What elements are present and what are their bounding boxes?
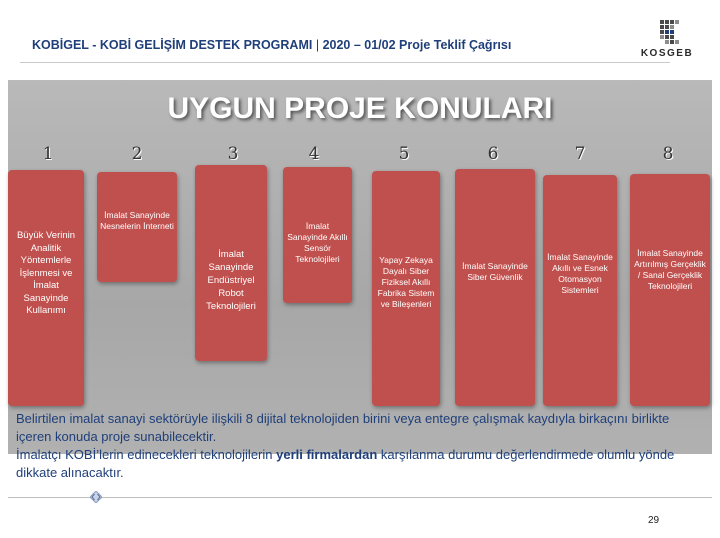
topic-number-8: 8 [662, 144, 674, 164]
topic-text-2: İmalat Sanayinde Nesnelerin İnterneti [100, 210, 174, 231]
header-divider [20, 62, 670, 63]
topic-number-7: 7 [574, 144, 586, 164]
topic-text-1: Büyük Verinin Analitik Yöntemlerle İşlenmesi ve İmalat Sanayinde Kullanımı [16, 230, 76, 316]
topic-card-3 [195, 165, 267, 361]
topic-card-8 [630, 174, 710, 406]
kosgeb-logo [636, 18, 698, 64]
topic-card-1 [8, 170, 84, 406]
description [16, 410, 706, 482]
topic-text-6: İmalat Sanayinde Siber Güvenlik [462, 261, 528, 282]
footer-divider [8, 497, 712, 498]
page-number: 29 [648, 515, 660, 526]
header-title [32, 38, 511, 52]
topic-text-3: İmalat Sanayinde Endüstriyel Robot Teknolojileri [206, 249, 256, 312]
header-title-call: 2020 – 01/02 Proje Teklif Çağrısı [322, 38, 512, 52]
description-p2-start: İmalatçı KOBİ’lerin edinecekleri teknolojilerin [16, 447, 277, 462]
topic-card-4 [283, 167, 352, 303]
description-paragraph-1: Belirtilen imalat sanayi sektörüyle ilişkili 8 dijital teknolojiden birini veya entegre çalışmak kaydıyla birkaçını birlikte içeren konuda proje sunabilecektir. [16, 411, 670, 444]
topic-card-7 [543, 175, 617, 406]
topic-number-3: 3 [227, 144, 239, 164]
logo-text: KOSGEB [640, 48, 694, 59]
header-separator: | [315, 38, 320, 52]
description-p2-end: karşılanma durumu değerlendirmede olumlu yönde dikkate alınacaktır. [16, 447, 675, 480]
kosgeb-logo-mark-icon [636, 18, 698, 48]
panel-title: UYGUN PROJE KONULARI [167, 92, 553, 125]
topic-number-5: 5 [398, 144, 410, 164]
topic-number-4: 4 [308, 144, 320, 164]
topic-card-5 [372, 171, 440, 406]
topic-text-4: İmalat Sanayinde Akıllı Sensör Teknolojileri [287, 221, 348, 264]
topic-text-7: İmalat Sanayinde Akıllı ve Esnek Otomasyon Sistemleri [547, 252, 613, 295]
topic-card-2 [97, 172, 177, 282]
topics-panel [8, 80, 712, 480]
navigation-diamond-icon[interactable] [90, 491, 102, 503]
topic-number-6: 6 [487, 144, 499, 164]
description-p2-bold: yerli firmalardan [276, 447, 378, 462]
description-paragraph-2 [16, 446, 706, 482]
topic-number-1: 1 [42, 144, 54, 164]
topic-card-6 [455, 169, 535, 406]
topic-text-5: Yapay Zekaya Dayalı Siber Fiziksel Akıllı Fabrika Sistem ve Bileşenleri [377, 255, 435, 309]
header-title-main: KOBİGEL - KOBİ GELİŞİM DESTEK PROGRAMI [32, 38, 313, 52]
topic-number-2: 2 [131, 144, 143, 164]
topic-text-8: İmalat Sanayinde Artırılmış Gerçeklik / Sanal Gerçeklik Teknolojileri [634, 248, 706, 291]
